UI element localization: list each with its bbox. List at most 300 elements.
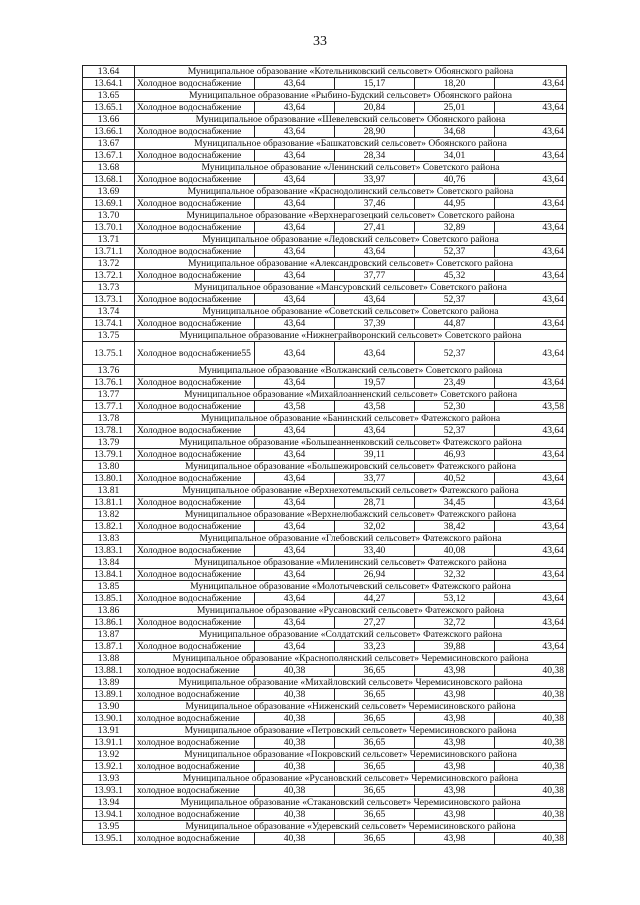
value-cell-3: 34,68 (415, 126, 495, 138)
value-cell-3: 52,37 (415, 425, 495, 437)
value-cell-3: 32,32 (415, 569, 495, 581)
value-cell-1: 43,64 (255, 174, 335, 186)
service-name: Холодное водоснабжение (135, 521, 255, 533)
value-cell-4: 40,38 (495, 689, 567, 701)
section-code: 13.92 (83, 749, 135, 761)
section-code: 13.82 (83, 509, 135, 521)
table-row (83, 737, 567, 749)
section-title: Муниципальное образование «Покровский сельсовет» Черемисиновского района (135, 749, 567, 761)
section-code: 13.80 (83, 461, 135, 473)
service-name: холодное водоснабжение (135, 761, 255, 773)
value-cell-1: 40,38 (255, 809, 335, 821)
table-row (83, 198, 567, 210)
value-cell-1: 43,64 (255, 246, 335, 258)
value-cell-2: 27,41 (335, 222, 415, 234)
value-cell-1: 40,38 (255, 833, 335, 845)
table-row (83, 617, 567, 629)
section-code: 13.66 (83, 114, 135, 126)
service-name: Холодное водоснабжение (135, 270, 255, 282)
row-code: 13.85.1 (83, 593, 135, 605)
section-title: Муниципальное образование «Глебовский сельсовет» Фатежского района (135, 533, 567, 545)
section-title-row (83, 677, 567, 689)
service-name: холодное водоснабжение (135, 833, 255, 845)
value-cell-3: 34,45 (415, 497, 495, 509)
service-name: Холодное водоснабжение (135, 569, 255, 581)
value-cell-4: 43,64 (495, 497, 567, 509)
value-cell-2: 36,65 (335, 689, 415, 701)
value-cell-2: 44,27 (335, 593, 415, 605)
section-title: Муниципальное образование «Волжанский сельсовет» Советского района (135, 365, 567, 377)
section-title-row (83, 234, 567, 246)
section-code: 13.81 (83, 485, 135, 497)
section-code: 13.83 (83, 533, 135, 545)
section-code: 13.94 (83, 797, 135, 809)
row-code: 13.92.1 (83, 761, 135, 773)
value-cell-1: 43,64 (255, 593, 335, 605)
section-code: 13.79 (83, 437, 135, 449)
section-title: Муниципальное образование «Краснодолинский сельсовет» Советского района (135, 186, 567, 198)
service-name: Холодное водоснабжение (135, 377, 255, 389)
value-cell-2: 36,65 (335, 761, 415, 773)
value-cell-3: 44,87 (415, 318, 495, 330)
section-title-row (83, 581, 567, 593)
section-title-row (83, 282, 567, 294)
section-code: 13.78 (83, 413, 135, 425)
value-cell-3: 45,32 (415, 270, 495, 282)
value-cell-3: 32,72 (415, 617, 495, 629)
value-cell-1: 43,64 (255, 545, 335, 557)
value-cell-2: 27,27 (335, 617, 415, 629)
table-row (83, 449, 567, 461)
value-cell-2: 28,90 (335, 126, 415, 138)
value-cell-1: 43,64 (255, 497, 335, 509)
section-title-row (83, 258, 567, 270)
value-cell-1: 43,64 (255, 377, 335, 389)
row-code: 13.70.1 (83, 222, 135, 234)
value-cell-3: 43,98 (415, 689, 495, 701)
section-title-row (83, 437, 567, 449)
service-name: Холодное водоснабжение (135, 126, 255, 138)
section-title-row (83, 629, 567, 641)
section-title: Муниципальное образование «Большеанненковский сельсовет» Фатежского района (135, 437, 567, 449)
section-title-row (83, 306, 567, 318)
value-cell-2: 33,40 (335, 545, 415, 557)
section-title: Муниципальное образование «Стакановский сельсовет» Черемисиновского района (135, 797, 567, 809)
tariff-table (82, 65, 567, 845)
value-cell-2: 37,46 (335, 198, 415, 210)
value-cell-1: 40,38 (255, 737, 335, 749)
value-cell-2: 36,65 (335, 833, 415, 845)
section-title-row (83, 186, 567, 198)
row-code: 13.95.1 (83, 833, 135, 845)
value-cell-4: 43,64 (495, 102, 567, 114)
value-cell-4: 43,58 (495, 401, 567, 413)
table-row (83, 497, 567, 509)
value-cell-1: 43,64 (255, 449, 335, 461)
value-cell-1: 43,64 (255, 102, 335, 114)
table-row (83, 473, 567, 485)
row-code: 13.65.1 (83, 102, 135, 114)
section-title-row (83, 389, 567, 401)
value-cell-3: 39,88 (415, 641, 495, 653)
row-code: 13.75.1 (83, 342, 135, 365)
value-cell-3: 52,30 (415, 401, 495, 413)
value-cell-1: 40,38 (255, 761, 335, 773)
row-code: 13.87.1 (83, 641, 135, 653)
value-cell-1: 43,64 (255, 318, 335, 330)
value-cell-2: 32,02 (335, 521, 415, 533)
section-code: 13.93 (83, 773, 135, 785)
value-cell-3: 18,20 (415, 78, 495, 90)
section-title: Муниципальное образование «Солдатский сельсовет» Фатежского района (135, 629, 567, 641)
section-title: Муниципальное образование «Русановский сельсовет» Черемисиновского района (135, 773, 567, 785)
table-row (83, 318, 567, 330)
service-name: Холодное водоснабжение (135, 545, 255, 557)
value-cell-3: 38,42 (415, 521, 495, 533)
row-code: 13.74.1 (83, 318, 135, 330)
section-code: 13.74 (83, 306, 135, 318)
service-name: холодное водоснабжение (135, 665, 255, 677)
section-code: 13.65 (83, 90, 135, 102)
value-cell-1: 43,64 (255, 425, 335, 437)
value-cell-3: 43,98 (415, 737, 495, 749)
value-cell-1: 43,64 (255, 641, 335, 653)
section-code: 13.68 (83, 162, 135, 174)
service-name: Холодное водоснабжение (135, 174, 255, 186)
value-cell-1: 43,64 (255, 150, 335, 162)
value-cell-3: 43,98 (415, 833, 495, 845)
section-title-row (83, 66, 567, 78)
row-code: 13.90.1 (83, 713, 135, 725)
service-name: Холодное водоснабжение (135, 641, 255, 653)
section-code: 13.77 (83, 389, 135, 401)
section-code: 13.85 (83, 581, 135, 593)
section-code: 13.87 (83, 629, 135, 641)
section-title-row (83, 509, 567, 521)
value-cell-2: 39,11 (335, 449, 415, 461)
section-title: Муниципальное образование «Мансуровский сельсовет» Советского района (135, 282, 567, 294)
value-cell-4: 43,64 (495, 294, 567, 306)
value-cell-1: 43,64 (255, 198, 335, 210)
table-row (83, 222, 567, 234)
row-code: 13.73.1 (83, 294, 135, 306)
section-code: 13.89 (83, 677, 135, 689)
section-code: 13.90 (83, 701, 135, 713)
section-title: Муниципальное образование «Котельниковский сельсовет» Обоянского района (135, 66, 567, 78)
value-cell-1: 43,64 (255, 473, 335, 485)
value-cell-4: 43,64 (495, 449, 567, 461)
row-code: 13.86.1 (83, 617, 135, 629)
section-title: Муниципальное образование «Советский сельсовет» Советского района (135, 306, 567, 318)
row-code: 13.64.1 (83, 78, 135, 90)
value-cell-4: 43,64 (495, 222, 567, 234)
value-cell-4: 40,38 (495, 761, 567, 773)
value-cell-3: 52,37 (415, 342, 495, 365)
section-title-row (83, 365, 567, 377)
service-name: Холодное водоснабжение (135, 593, 255, 605)
value-cell-2: 36,65 (335, 737, 415, 749)
section-code: 13.76 (83, 365, 135, 377)
value-cell-3: 40,76 (415, 174, 495, 186)
value-cell-2: 43,64 (335, 246, 415, 258)
service-name: Холодное водоснабжение (135, 473, 255, 485)
section-code: 13.67 (83, 138, 135, 150)
value-cell-3: 43,98 (415, 809, 495, 821)
table-row (83, 521, 567, 533)
section-code: 13.88 (83, 653, 135, 665)
table-row (83, 809, 567, 821)
service-name: Холодное водоснабжение (135, 102, 255, 114)
table-row (83, 342, 567, 365)
section-title: Муниципальное образование «Башкатовский сельсовет» Обоянского района (135, 138, 567, 150)
value-cell-3: 23,49 (415, 377, 495, 389)
service-name: Холодное водоснабжение (135, 497, 255, 509)
section-title-row (83, 797, 567, 809)
section-title-row (83, 821, 567, 833)
section-title: Муниципальное образование «Большежировский сельсовет» Фатежского района (135, 461, 567, 473)
row-code: 13.94.1 (83, 809, 135, 821)
section-title-row (83, 533, 567, 545)
value-cell-4: 43,64 (495, 150, 567, 162)
value-cell-2: 36,65 (335, 665, 415, 677)
section-title-row (83, 605, 567, 617)
table-row (83, 761, 567, 773)
section-title: Муниципальное образование «Александровский сельсовет» Советского района (135, 258, 567, 270)
row-code: 13.76.1 (83, 377, 135, 389)
section-title: Муниципальное образование «Ледовский сельсовет» Советского района (135, 234, 567, 246)
table-row (83, 174, 567, 186)
section-code: 13.70 (83, 210, 135, 222)
service-name: Холодное водоснабжение (135, 401, 255, 413)
service-name: Холодное водоснабжение (135, 617, 255, 629)
value-cell-1: 43,64 (255, 222, 335, 234)
value-cell-2: 26,94 (335, 569, 415, 581)
value-cell-1: 43,64 (255, 521, 335, 533)
value-cell-4: 43,64 (495, 377, 567, 389)
value-cell-4: 43,64 (495, 521, 567, 533)
value-cell-4: 43,64 (495, 641, 567, 653)
section-title: Муниципальное образование «Ниженский сельсовет» Черемисиновского района (135, 701, 567, 713)
value-cell-2: 36,65 (335, 785, 415, 797)
section-title: Муниципальное образование «Нижнеграйворонский сельсовет» Советского района (135, 330, 567, 342)
service-name: Холодное водоснабжение (135, 222, 255, 234)
value-cell-4: 43,64 (495, 246, 567, 258)
table-row (83, 102, 567, 114)
section-title-row (83, 210, 567, 222)
table-row (83, 641, 567, 653)
value-cell-1: 43,64 (255, 617, 335, 629)
value-cell-2: 33,23 (335, 641, 415, 653)
value-cell-2: 37,39 (335, 318, 415, 330)
value-cell-2: 43,58 (335, 401, 415, 413)
section-title-row (83, 114, 567, 126)
section-title-row (83, 162, 567, 174)
section-code: 13.64 (83, 66, 135, 78)
row-code: 13.72.1 (83, 270, 135, 282)
row-code: 13.68.1 (83, 174, 135, 186)
row-code: 13.79.1 (83, 449, 135, 461)
section-code: 13.84 (83, 557, 135, 569)
value-cell-3: 43,98 (415, 665, 495, 677)
value-cell-4: 43,64 (495, 270, 567, 282)
value-cell-2: 15,17 (335, 78, 415, 90)
value-cell-4: 43,64 (495, 425, 567, 437)
section-code: 13.73 (83, 282, 135, 294)
table-row (83, 126, 567, 138)
value-cell-4: 43,64 (495, 78, 567, 90)
row-code: 13.93.1 (83, 785, 135, 797)
section-title-row (83, 413, 567, 425)
service-name: Холодное водоснабжение (135, 150, 255, 162)
row-code: 13.89.1 (83, 689, 135, 701)
row-code: 13.69.1 (83, 198, 135, 210)
section-title: Муниципальное образование «Михайловский сельсовет» Черемисиновского района (135, 677, 567, 689)
section-title: Муниципальное образование «Краснополянский сельсовет» Черемисиновского района (135, 653, 567, 665)
page-number: 33 (313, 34, 327, 49)
value-cell-3: 25,01 (415, 102, 495, 114)
value-cell-1: 40,38 (255, 689, 335, 701)
row-code: 13.80.1 (83, 473, 135, 485)
table-row (83, 270, 567, 282)
value-cell-1: 43,64 (255, 569, 335, 581)
section-title: Муниципальное образование «Шевелевский сельсовет» Обоянского района (135, 114, 567, 126)
table-row (83, 401, 567, 413)
section-title-row (83, 701, 567, 713)
value-cell-4: 43,64 (495, 473, 567, 485)
table-row (83, 593, 567, 605)
section-title: Муниципальное образование «Верхнехотемльский сельсовет» Фатежского района (135, 485, 567, 497)
service-name: холодное водоснабжение (135, 809, 255, 821)
section-title-row (83, 90, 567, 102)
value-cell-3: 52,37 (415, 294, 495, 306)
value-cell-3: 46,93 (415, 449, 495, 461)
table-row (83, 569, 567, 581)
value-cell-3: 43,98 (415, 761, 495, 773)
table-row (83, 665, 567, 677)
service-name: холодное водоснабжение (135, 689, 255, 701)
value-cell-4: 40,38 (495, 833, 567, 845)
value-cell-3: 40,52 (415, 473, 495, 485)
row-code: 13.67.1 (83, 150, 135, 162)
row-code: 13.66.1 (83, 126, 135, 138)
value-cell-1: 40,38 (255, 665, 335, 677)
section-title-row (83, 461, 567, 473)
value-cell-4: 40,38 (495, 809, 567, 821)
row-code: 13.82.1 (83, 521, 135, 533)
value-cell-2: 28,71 (335, 497, 415, 509)
tariff-table-body (83, 66, 567, 845)
value-cell-4: 40,38 (495, 785, 567, 797)
service-name: Холодное водоснабжение (135, 449, 255, 461)
row-code: 13.88.1 (83, 665, 135, 677)
value-cell-2: 43,64 (335, 294, 415, 306)
service-name: холодное водоснабжение (135, 713, 255, 725)
value-cell-4: 43,64 (495, 198, 567, 210)
section-title-row (83, 138, 567, 150)
section-title: Муниципальное образование «Ленинский сельсовет» Советского района (135, 162, 567, 174)
value-cell-1: 40,38 (255, 713, 335, 725)
row-code: 13.78.1 (83, 425, 135, 437)
value-cell-4: 43,64 (495, 174, 567, 186)
value-cell-3: 52,37 (415, 246, 495, 258)
value-cell-3: 53,12 (415, 593, 495, 605)
value-cell-1: 43,64 (255, 270, 335, 282)
section-title: Муниципальное образование «Молотычевский сельсовет» Фатежского района (135, 581, 567, 593)
section-title-row (83, 773, 567, 785)
service-name: холодное водоснабжение (135, 785, 255, 797)
value-cell-3: 32,89 (415, 222, 495, 234)
service-name: Холодное водоснабжение (135, 198, 255, 210)
value-cell-4: 43,64 (495, 545, 567, 557)
value-cell-4: 43,64 (495, 617, 567, 629)
value-cell-2: 37,77 (335, 270, 415, 282)
value-cell-2: 43,64 (335, 425, 415, 437)
section-code: 13.91 (83, 725, 135, 737)
section-code: 13.69 (83, 186, 135, 198)
section-title-row (83, 653, 567, 665)
value-cell-2: 36,65 (335, 713, 415, 725)
table-row (83, 713, 567, 725)
row-code: 13.77.1 (83, 401, 135, 413)
section-code: 13.71 (83, 234, 135, 246)
section-code: 13.86 (83, 605, 135, 617)
row-code: 13.84.1 (83, 569, 135, 581)
table-row (83, 294, 567, 306)
section-title: Муниципальное образование «Рыбино-Будский сельсовет» Обоянского района (135, 90, 567, 102)
value-cell-1: 43,64 (255, 342, 335, 365)
section-title-row (83, 330, 567, 342)
section-title: Муниципальное образование «Миленинский сельсовет» Фатежского района (135, 557, 567, 569)
section-code: 13.72 (83, 258, 135, 270)
section-code: 13.95 (83, 821, 135, 833)
value-cell-4: 40,38 (495, 665, 567, 677)
value-cell-1: 43,64 (255, 78, 335, 90)
section-title-row (83, 485, 567, 497)
value-cell-2: 33,97 (335, 174, 415, 186)
table-row (83, 246, 567, 258)
section-code: 13.75 (83, 330, 135, 342)
service-name: Холодное водоснабжение (135, 246, 255, 258)
table-row (83, 689, 567, 701)
table-row (83, 78, 567, 90)
value-cell-3: 40,08 (415, 545, 495, 557)
service-name: Холодное водоснабжение55 (135, 342, 255, 365)
value-cell-2: 43,64 (335, 342, 415, 365)
table-row (83, 150, 567, 162)
value-cell-4: 40,38 (495, 713, 567, 725)
table-row (83, 425, 567, 437)
table-row (83, 833, 567, 845)
value-cell-1: 40,38 (255, 785, 335, 797)
section-title: Муниципальное образование «Михайлоанненский сельсовет» Советского района (135, 389, 567, 401)
table-row (83, 785, 567, 797)
section-title: Муниципальное образование «Верхнерагозецкий сельсовет» Советского района (135, 210, 567, 222)
section-title: Муниципальное образование «Удеревский сельсовет» Черемисиновского района (135, 821, 567, 833)
section-title: Муниципальное образование «Русановский сельсовет» Фатежского района (135, 605, 567, 617)
section-title-row (83, 557, 567, 569)
service-name: Холодное водоснабжение (135, 318, 255, 330)
row-code: 13.81.1 (83, 497, 135, 509)
value-cell-4: 43,64 (495, 318, 567, 330)
value-cell-4: 43,64 (495, 593, 567, 605)
service-name: холодное водоснабжение (135, 737, 255, 749)
value-cell-2: 36,65 (335, 809, 415, 821)
section-title-row (83, 725, 567, 737)
value-cell-1: 43,64 (255, 294, 335, 306)
value-cell-4: 43,64 (495, 126, 567, 138)
value-cell-2: 33,77 (335, 473, 415, 485)
row-code: 13.83.1 (83, 545, 135, 557)
